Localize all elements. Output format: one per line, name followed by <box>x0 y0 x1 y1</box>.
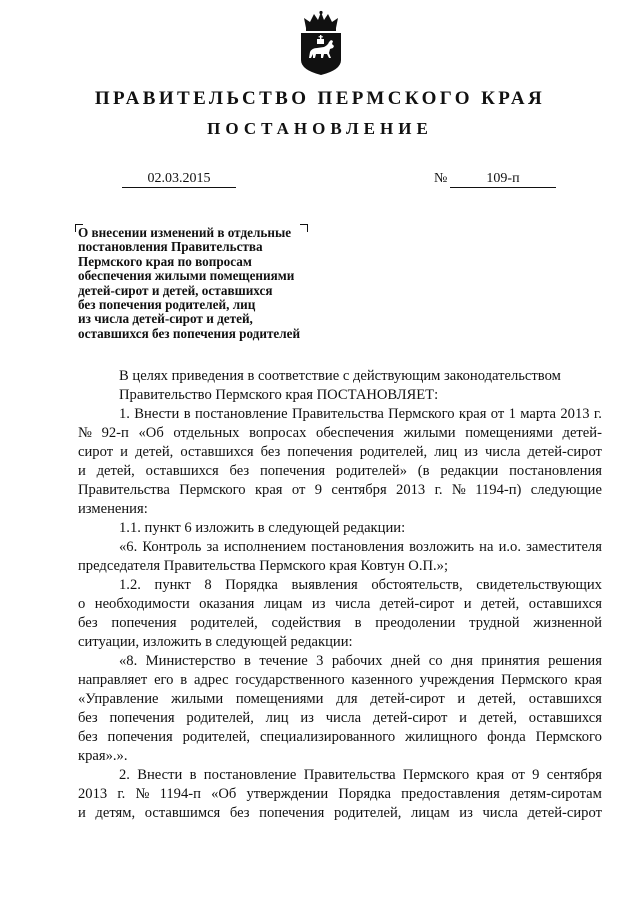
body-word: оставшихся <box>528 691 602 707</box>
body-word: детям, <box>95 805 136 821</box>
body-word: Внести <box>134 406 180 422</box>
body-word: числа <box>325 710 362 726</box>
coat-of-arms-icon <box>298 10 344 76</box>
body-word: детей-сирот <box>527 805 602 821</box>
body-word: фонда <box>487 729 526 745</box>
body-word: № <box>135 786 150 802</box>
body-word: редакции <box>440 463 499 479</box>
body-word: сирот <box>78 444 114 460</box>
body-line <box>78 443 602 462</box>
body-word: 2013 <box>560 406 590 422</box>
decree-body <box>78 367 602 823</box>
body-line: края».». <box>78 748 128 764</box>
body-word: оставшимся <box>144 805 221 821</box>
body-word: Министерство <box>145 653 236 669</box>
body-word: родителей, <box>333 805 402 821</box>
body-word: детям-сиротам <box>510 786 602 802</box>
body-word: следующие <box>530 482 602 498</box>
body-word: оказания <box>199 596 255 612</box>
body-word: и <box>78 463 86 479</box>
body-line <box>78 671 602 690</box>
body-word: попечения <box>111 615 177 631</box>
body-word: и <box>463 596 472 612</box>
body-word: «8. <box>119 653 138 669</box>
body-word: постановления <box>311 539 404 555</box>
body-line: 1.1. пункт 6 изложить в следующей редакции: <box>119 520 406 536</box>
body-word: родителей» <box>335 463 408 479</box>
body-word: и <box>78 805 86 821</box>
body-word: для <box>336 691 358 707</box>
body-word: от <box>291 482 306 498</box>
body-word: края <box>476 767 505 783</box>
body-word: Контроль <box>142 539 202 555</box>
document-type-title: ПОСТАНОВЛЕНИЕ <box>207 119 433 138</box>
body-word: течение <box>259 653 308 669</box>
body-word: Пермского <box>535 729 602 745</box>
body-word: пункт <box>154 577 191 593</box>
body-word: обстоятельств, <box>371 577 463 593</box>
body-word: от <box>511 767 525 783</box>
body-line <box>78 405 602 424</box>
body-word: детей-сирот <box>370 691 445 707</box>
body-word: трудной <box>469 615 520 631</box>
body-word: содействия <box>271 615 341 631</box>
body-word: «Управление <box>78 691 159 707</box>
subject-line: детей-сирот и детей, оставшихся <box>78 282 273 298</box>
body-word: попечения <box>259 463 326 479</box>
body-word: специализированного <box>259 729 396 745</box>
body-word: Пермского <box>388 406 455 422</box>
body-word: жилыми <box>403 425 456 441</box>
body-word: детей- <box>562 425 602 441</box>
body-word: необходимости <box>94 596 190 612</box>
body-word: из <box>464 444 478 460</box>
body-line: председателя Правительства Пермского края Ковтун О.П.»; <box>78 558 449 574</box>
body-word: отдельных <box>173 425 240 441</box>
body-word: о <box>78 596 86 612</box>
body-word: 3 <box>316 653 324 669</box>
body-word: рабочих <box>331 653 383 669</box>
body-word: за <box>206 539 219 555</box>
body-word: жилыми <box>171 691 224 707</box>
body-word: жизненной <box>533 615 602 631</box>
body-line <box>78 690 602 709</box>
body-word: родителей, <box>190 615 258 631</box>
body-word: «Об <box>211 786 237 802</box>
body-word: попечения <box>107 729 173 745</box>
body-word: постановления <box>509 463 602 479</box>
body-word: 8 <box>204 577 212 593</box>
body-word: в <box>189 767 197 783</box>
body-word: без <box>229 805 250 821</box>
body-word: 1194-п <box>159 786 201 802</box>
body-word: и <box>457 691 466 707</box>
body-line <box>78 766 602 785</box>
number-sign: № <box>434 171 448 186</box>
body-word: и.о. <box>498 539 521 555</box>
body-word: родителей, <box>182 729 251 745</box>
body-word: вопросах <box>249 425 307 441</box>
body-line <box>78 424 602 443</box>
body-word: из <box>300 710 314 726</box>
body-word: помещениями <box>235 691 324 707</box>
body-line: В целях приведения в соответствие с действующим законодательством <box>119 368 561 384</box>
government-title: ПРАВИТЕЛЬСТВО ПЕРМСКОГО КРАЯ <box>94 88 546 109</box>
body-word: лиц <box>265 710 289 726</box>
body-word: казенного <box>351 672 413 688</box>
body-word: детей, <box>477 691 517 707</box>
body-word: г. <box>593 406 602 422</box>
body-word: и <box>459 710 467 726</box>
subject-line: без попечения родителей, лиц <box>78 297 256 313</box>
body-word: от <box>490 406 505 422</box>
body-word: детей, <box>96 463 135 479</box>
body-word: в <box>183 406 191 422</box>
body-word: на <box>479 539 494 555</box>
body-word: попечения <box>259 805 325 821</box>
body-word: без <box>229 463 250 479</box>
body-word: числа <box>484 444 521 460</box>
body-word: 1. <box>119 406 130 422</box>
body-word: помещениями <box>465 425 553 441</box>
body-word: родителей, <box>359 444 428 460</box>
body-word: исполнением <box>223 539 306 555</box>
body-word: дня <box>450 653 473 669</box>
body-word: адрес <box>194 672 229 688</box>
body-word: его <box>154 672 174 688</box>
body-word: 1.2. <box>119 577 141 593</box>
body-word: Правительства <box>78 482 170 498</box>
body-word: детей, <box>135 444 174 460</box>
body-word: 2013 <box>396 482 426 498</box>
body-word: Порядка <box>225 577 278 593</box>
body-word: Пермского <box>402 767 470 783</box>
body-word: постановление <box>194 406 288 422</box>
body-word: Порядка <box>338 786 391 802</box>
body-word: со <box>428 653 443 669</box>
body-word: сентября <box>546 767 602 783</box>
body-word: обеспечения <box>316 425 394 441</box>
body-word: 2. <box>119 767 130 783</box>
body-word: принятия <box>481 653 540 669</box>
body-word: оставшихся <box>145 463 219 479</box>
body-line: Правительство Пермского края ПОСТАНОВЛЯЕТ: <box>119 387 439 403</box>
body-word: Пермского <box>179 482 246 498</box>
body-word: постановление <box>203 767 297 783</box>
decree-number: 109-п <box>450 172 556 188</box>
body-word: без <box>78 615 98 631</box>
subject-line: О внесении изменений в отдельные <box>78 225 292 240</box>
body-word: детей-сирот <box>372 710 448 726</box>
body-word: возложить <box>409 539 475 555</box>
body-word: числа <box>334 596 371 612</box>
body-word: Правительства <box>303 767 396 783</box>
body-word: попечения <box>287 444 353 460</box>
body-word: 1194-п) <box>475 482 522 498</box>
body-word: г. <box>434 482 443 498</box>
body-word: заместителя <box>526 539 602 555</box>
body-word: из <box>311 596 326 612</box>
subject-line: обеспечения жилыми помещениями <box>78 268 295 284</box>
body-word: марта <box>520 406 557 422</box>
body-word: государственного <box>235 672 345 688</box>
body-word: и <box>120 444 128 460</box>
body-word: направляет <box>78 672 148 688</box>
subject-line: из числа детей-сирот и детей, <box>78 311 253 327</box>
body-word: числа <box>482 805 518 821</box>
body-word: оставшихся <box>180 444 254 460</box>
subject-line: постановления Правительства <box>78 239 263 255</box>
body-word: Пермского <box>501 672 568 688</box>
body-word: детей, <box>481 596 520 612</box>
body-word: 92-п <box>101 425 129 441</box>
body-word: без <box>260 444 281 460</box>
body-line <box>78 538 602 557</box>
body-word: г. <box>117 786 126 802</box>
body-word: (в <box>417 463 430 479</box>
body-word: детей-сирот <box>527 444 602 460</box>
body-word: «Об <box>138 425 164 441</box>
body-line <box>78 804 602 823</box>
body-line <box>78 709 602 728</box>
body-word: № <box>78 425 92 441</box>
body-word: детей-сирот <box>379 596 455 612</box>
body-word: «6. <box>119 539 138 555</box>
body-word: без <box>78 710 98 726</box>
body-line <box>78 595 602 614</box>
body-line <box>78 462 602 481</box>
subject-line: Пермского края по вопросам <box>78 253 252 269</box>
body-word: Внести <box>137 767 183 783</box>
body-word: 9 <box>314 482 323 498</box>
body-word: родителей, <box>186 710 254 726</box>
body-word: из <box>459 805 473 821</box>
body-word: попечения <box>109 710 175 726</box>
body-word: 2013 <box>78 786 108 802</box>
body-word: преодолении <box>375 615 456 631</box>
body-word: края <box>458 406 487 422</box>
body-word: дней <box>390 653 421 669</box>
body-word: утверждении <box>246 786 329 802</box>
body-word: в <box>180 672 188 688</box>
body-word: оставшихся <box>528 710 602 726</box>
body-line <box>78 652 602 671</box>
body-word: края <box>574 672 602 688</box>
body-line <box>78 614 602 633</box>
body-word: Правительства <box>291 406 384 422</box>
body-word: края <box>254 482 283 498</box>
body-word: детей, <box>478 710 517 726</box>
body-word: лицам <box>263 596 303 612</box>
body-word: в <box>354 615 362 631</box>
body-line: ситуации, изложить в следующей редакции: <box>78 634 353 650</box>
body-word: без <box>78 729 98 745</box>
body-word: оставшихся <box>528 596 602 612</box>
body-line <box>78 728 602 747</box>
decree-subject <box>78 226 340 341</box>
body-word: решения <box>548 653 602 669</box>
body-word: жилищного <box>405 729 478 745</box>
body-word: № <box>451 482 466 498</box>
body-word: 9 <box>532 767 540 783</box>
body-word: учреждения <box>419 672 495 688</box>
subject-line: оставшихся без попечения родителей <box>78 325 301 341</box>
body-word: свидетельствующих <box>476 577 602 593</box>
body-word: в <box>244 653 251 669</box>
decree-date: 02.03.2015 <box>122 172 236 188</box>
body-word: лицам <box>411 805 450 821</box>
body-word: сентября <box>331 482 387 498</box>
body-line <box>78 481 602 500</box>
body-word: лиц <box>434 444 458 460</box>
body-line: изменения: <box>78 501 148 517</box>
body-line <box>78 785 602 804</box>
body-word: выявления <box>291 577 358 593</box>
body-word: 1 <box>508 406 516 422</box>
body-line <box>78 576 602 595</box>
body-word: предоставления <box>401 786 500 802</box>
